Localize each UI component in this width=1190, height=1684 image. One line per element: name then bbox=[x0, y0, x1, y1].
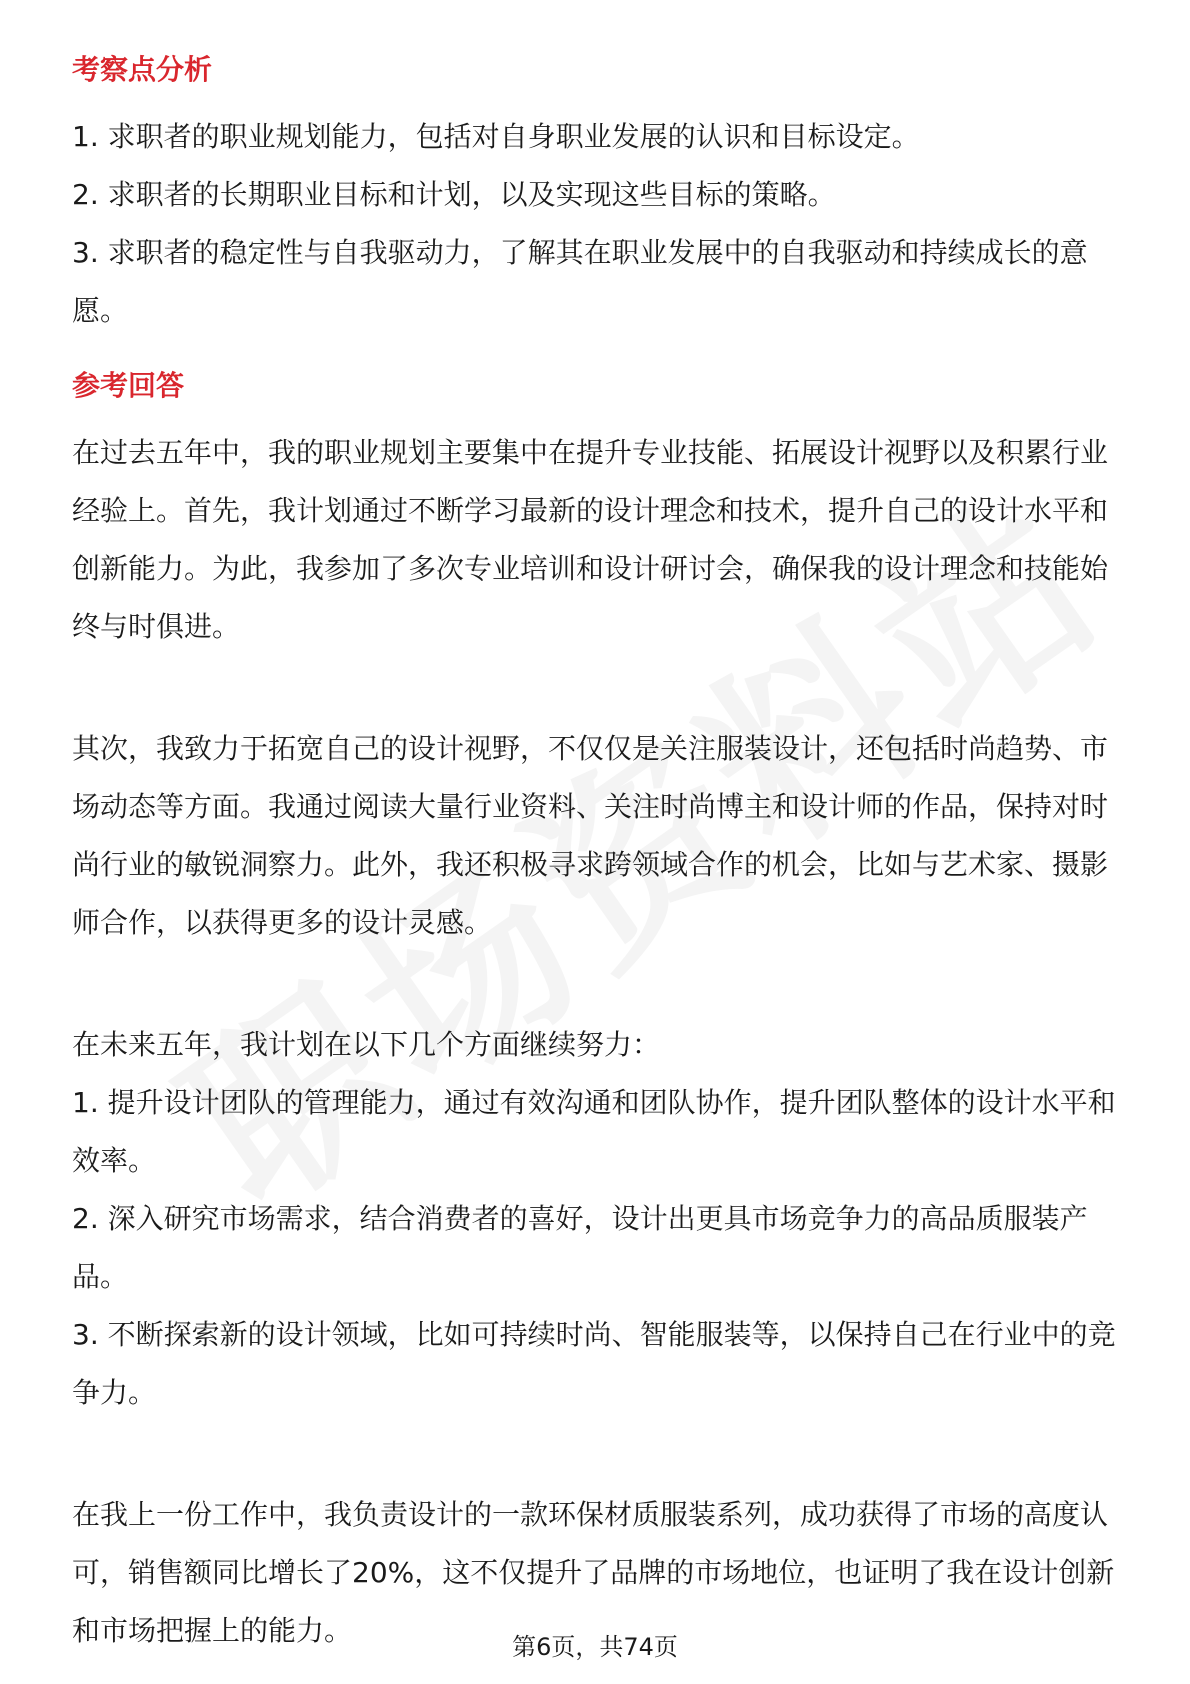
answer-paragraph: 其次，我致力于拓宽自己的设计视野，不仅仅是关注服装设计，还包括时尚趋势、市场动态等方面。我通过阅读大量行业资料、关注时尚博主和设计师的作品，保持对时尚行业的敏锐洞察力。此外，我还积极寻求跨领域合作的机会，比如与艺术家、摄影师合作，以获得更多的设计灵感。 bbox=[72, 732, 1109, 939]
analysis-item: 1. 求职者的职业规划能力，包括对自身职业发展的认识和目标设定。 bbox=[72, 120, 920, 153]
page-number: 第6页，共74页 bbox=[512, 1633, 678, 1661]
answer-paragraph: 在过去五年中，我的职业规划主要集中在提升专业技能、拓展设计视野以及积累行业经验上。首先，我计划通过不断学习最新的设计理念和技术，提升自己的设计水平和创新能力。为此，我参加了多次专业培训和设计研讨会，确保我的设计理念和技能始终与时俱进。 bbox=[72, 436, 1109, 643]
answer-paragraph: 在未来五年，我计划在以下几个方面继续努力： bbox=[72, 1028, 661, 1061]
document-page bbox=[72, 50, 1118, 1660]
closing-paragraph: 在我上一份工作中，我负责设计的一款环保材质服装系列，成功获得了市场的高度认可，销售额同比增长了20%，这不仅提升了品牌的市场地位，也证明了我在设计创新和市场把握上的能力。 bbox=[72, 1498, 1115, 1647]
section-heading-answer: 参考回答 bbox=[72, 369, 185, 402]
plan-item: 1. 提升设计团队的管理能力，通过有效沟通和团队协作，提升团队整体的设计水平和效率。 bbox=[72, 1086, 1116, 1177]
plan-item: 2. 深入研究市场需求，结合消费者的喜好，设计出更具市场竞争力的高品质服装产品。 bbox=[72, 1202, 1088, 1293]
analysis-item: 2. 求职者的长期职业目标和计划，以及实现这些目标的策略。 bbox=[72, 178, 836, 211]
plan-item: 3. 不断探索新的设计领域，比如可持续时尚、智能服装等，以保持自己在行业中的竞争力。 bbox=[72, 1318, 1116, 1409]
analysis-item: 3. 求职者的稳定性与自我驱动力，了解其在职业发展中的自我驱动和持续成长的意愿。 bbox=[72, 236, 1088, 327]
section-heading-analysis: 考察点分析 bbox=[72, 53, 213, 86]
